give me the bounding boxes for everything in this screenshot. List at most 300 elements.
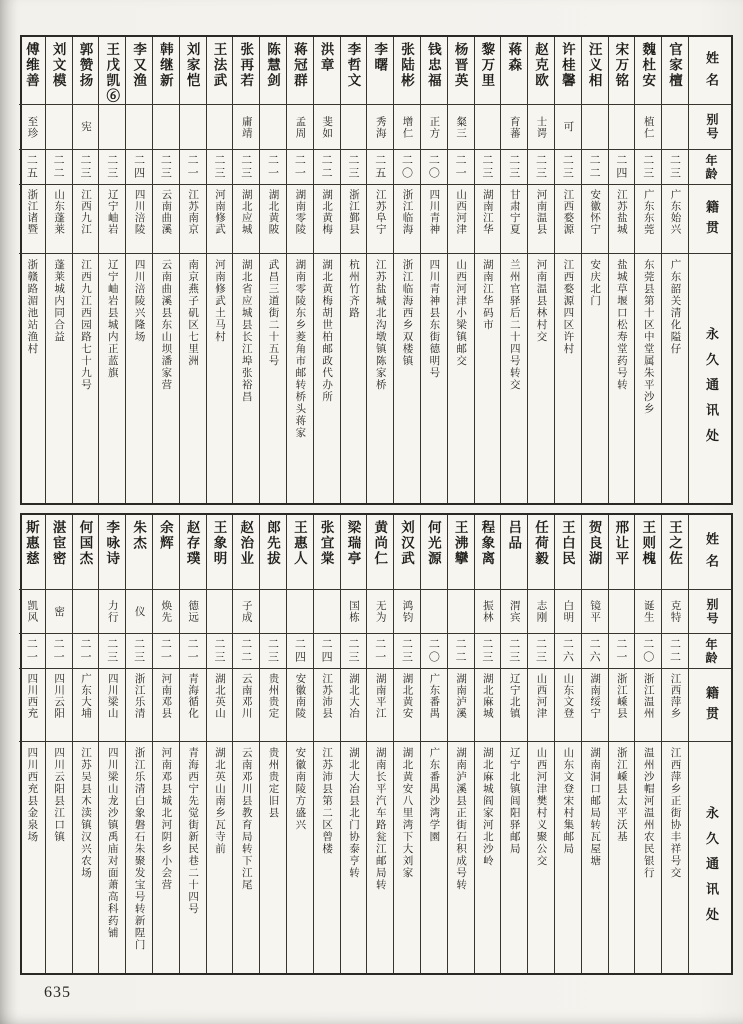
- person-address: 湖南泸溪县正街石积成号转: [455, 747, 467, 891]
- person-column: [287, 515, 314, 973]
- person-age: 二三: [99, 150, 125, 185]
- person-column: [180, 37, 207, 503]
- person-native: 云南邓川: [233, 669, 259, 742]
- person-address: 蓬莱城内同合益: [53, 259, 65, 343]
- person-native: 广东番禺: [421, 669, 447, 742]
- person-column: [609, 515, 636, 973]
- person-age: 二二: [448, 634, 474, 669]
- person-age: 二三: [662, 150, 688, 185]
- row-label-address: 永久通讯处: [704, 327, 719, 454]
- person-column: [528, 37, 555, 503]
- person-alias: [475, 105, 501, 150]
- person-column: [635, 515, 662, 973]
- person-name: 王之佐: [662, 515, 688, 590]
- person-name: 王沸攣: [448, 515, 474, 590]
- person-native: 山东蓬莱: [46, 185, 72, 254]
- person-age: 二一: [448, 150, 474, 185]
- person-column: [528, 515, 555, 973]
- person-native: 四川青神: [421, 185, 447, 254]
- person-native: 江苏南京: [180, 185, 206, 254]
- person-native: 广东东莞: [635, 185, 661, 254]
- person-age: 二一: [73, 634, 99, 669]
- person-column: [555, 515, 582, 973]
- person-name: 邢让平: [609, 515, 635, 590]
- person-column: [421, 515, 448, 973]
- row-label-native: 籍贯: [689, 669, 731, 742]
- person-column: [126, 515, 153, 973]
- person-column: [501, 515, 528, 973]
- person-address: 湖北麻城阎家河北沙岭: [481, 747, 493, 867]
- person-native: 江苏阜宁: [367, 185, 393, 254]
- person-address: 山东文登宋村集邮局: [562, 747, 574, 855]
- person-native: 湖北黄陂: [260, 185, 286, 254]
- person-age: 二三: [501, 634, 527, 669]
- person-alias: [46, 105, 72, 150]
- person-address: 江苏沛县第二区曾楼: [321, 747, 333, 855]
- person-age: 二一: [19, 634, 45, 669]
- person-address: 山西河津小梁镇邮交: [455, 259, 467, 367]
- person-column: [46, 37, 73, 503]
- row-label-name: 姓名: [689, 37, 731, 105]
- person-alias: [448, 590, 474, 634]
- row-label-alias: 别号: [689, 590, 731, 634]
- person-name: 梁瑞亭: [341, 515, 367, 590]
- row-label-column: [689, 515, 731, 973]
- person-name: 赵治业: [233, 515, 259, 590]
- person-native: 山西河津: [448, 185, 474, 254]
- person-alias: 粲三: [448, 105, 474, 150]
- person-alias: 国栋: [341, 590, 367, 634]
- person-address: 湖北英山南乡瓦寺前: [213, 747, 225, 855]
- person-alias: 至珍: [19, 105, 45, 150]
- person-address: 贵州贵定旧县: [267, 747, 279, 819]
- person-address: 四川青神县东街德明号: [428, 259, 440, 379]
- person-name: 刘家恺: [180, 37, 206, 105]
- person-alias: 渭宾: [501, 590, 527, 634]
- person-age: 二三: [394, 634, 420, 669]
- row-label-age: 年龄: [689, 150, 731, 185]
- person-address: 湖南洞口邮局转瓦屋塘: [589, 747, 601, 867]
- person-alias: 志刚: [528, 590, 554, 634]
- person-name: 余辉: [153, 515, 179, 590]
- person-age: 二一: [180, 150, 206, 185]
- person-age: 二三: [233, 150, 259, 185]
- person-address: 浙江嵊县太平沃基: [615, 747, 627, 843]
- person-column: [475, 515, 502, 973]
- person-name: 宋万铭: [609, 37, 635, 105]
- person-age: 二三: [260, 634, 286, 669]
- person-alias: 可: [555, 105, 581, 150]
- person-name: 何光源: [421, 515, 447, 590]
- person-address: 湖北黄安八里湾下大刘家: [401, 747, 413, 879]
- person-age: 二三: [475, 150, 501, 185]
- person-alias: [662, 105, 688, 150]
- person-name: 何国杰: [73, 515, 99, 590]
- person-column: [260, 515, 287, 973]
- person-column: [180, 515, 207, 973]
- person-age: 二四: [609, 150, 635, 185]
- person-column: [233, 37, 260, 503]
- person-native: 浙江诸暨: [19, 185, 45, 254]
- person-native: 安徽南陵: [287, 669, 313, 742]
- person-alias: 力行: [99, 590, 125, 634]
- person-age: 二六: [555, 634, 581, 669]
- person-native: 浙江嵊县: [609, 669, 635, 742]
- person-age: 二三: [99, 634, 125, 669]
- person-alias: [582, 105, 608, 150]
- person-age: 二三: [528, 150, 554, 185]
- person-age: 二一: [260, 150, 286, 185]
- person-column: [314, 515, 341, 973]
- person-column: [207, 515, 234, 973]
- person-native: 河南邓县: [153, 669, 179, 742]
- person-age: 二二: [46, 150, 72, 185]
- person-name: 王则槐: [635, 515, 661, 590]
- person-age: 二四: [287, 634, 313, 669]
- person-address: 江西萍乡正街协丰祥号交: [669, 747, 681, 879]
- person-column: [260, 37, 287, 503]
- person-age: 二一: [287, 150, 313, 185]
- person-address: 江西九江西园路七十九号: [79, 259, 91, 391]
- person-alias: [609, 590, 635, 634]
- person-column: [501, 37, 528, 503]
- person-age: 二五: [367, 150, 393, 185]
- person-native: 江苏沛县: [314, 669, 340, 742]
- person-address: 南京燕子矶区七里洲: [187, 259, 199, 367]
- person-native: 安徽怀宁: [582, 185, 608, 254]
- page-number: 635: [44, 984, 71, 1001]
- person-name: 杨晋英: [448, 37, 474, 105]
- person-address: 四川涪陵兴隆场: [133, 259, 145, 343]
- person-column: [448, 515, 475, 973]
- person-address: 广东韶关清化隘仔: [669, 259, 681, 355]
- person-age: 二〇: [421, 150, 447, 185]
- person-native: 四川云阳: [46, 669, 72, 742]
- person-name: 李哲文: [341, 37, 367, 105]
- person-alias: [260, 590, 286, 634]
- person-column: [287, 37, 314, 503]
- person-address: 江苏吴县木渎镇汉兴农场: [79, 747, 91, 879]
- person-name: 程象离: [475, 515, 501, 590]
- person-native: 江西九江: [73, 185, 99, 254]
- person-address: 辽宁北镇闾阳驿邮局: [508, 747, 520, 855]
- person-native: 湖南平江: [367, 669, 393, 742]
- person-name: 张宜棠: [314, 515, 340, 590]
- person-age: 二〇: [394, 150, 420, 185]
- person-age: 二一: [367, 634, 393, 669]
- person-name: 钱忠福: [421, 37, 447, 105]
- person-native: 广东始兴: [662, 185, 688, 254]
- person-native: 辽宁北镇: [501, 669, 527, 742]
- person-alias: 镜平: [582, 590, 608, 634]
- person-address: 杭州竹齐路: [347, 259, 359, 319]
- person-name: 李曙: [367, 37, 393, 105]
- person-name: 洪章: [314, 37, 340, 105]
- person-address: 盐城草堰口松寿堂药号转: [615, 259, 627, 391]
- person-age: 二二: [582, 150, 608, 185]
- person-column: [73, 37, 100, 503]
- person-native: 贵州贵定: [260, 669, 286, 742]
- person-alias: 斐如: [314, 105, 340, 150]
- person-address: 东莞县第十区中堂属朱平沙乡: [642, 259, 654, 415]
- person-column: [126, 37, 153, 503]
- person-name: 官家檀: [662, 37, 688, 105]
- row-label-column: [689, 37, 731, 503]
- person-alias: 宪: [73, 105, 99, 150]
- person-address: 浙江临海西乡双楼镇: [401, 259, 413, 367]
- person-address: 江西婺源四区许村: [562, 259, 574, 355]
- person-address: 辽宁岫岩县城内正蓝旗: [106, 259, 118, 379]
- person-age: 二三: [341, 150, 367, 185]
- person-address: 安徽南陵方盛兴: [294, 747, 306, 831]
- person-native: 湖南泸溪: [448, 669, 474, 742]
- person-native: 四川西充: [19, 669, 45, 742]
- row-label-alias: 别号: [689, 105, 731, 150]
- person-address: 河南温县林村交: [535, 259, 547, 343]
- person-alias: [153, 105, 179, 150]
- person-age: 二三: [555, 150, 581, 185]
- person-age: 二三: [528, 634, 554, 669]
- person-native: 河南温县: [528, 185, 554, 254]
- person-name: 黄尚仁: [367, 515, 393, 590]
- person-name: 魏杜安: [635, 37, 661, 105]
- person-column: [555, 37, 582, 503]
- person-column: [314, 37, 341, 503]
- person-name: 贺良湖: [582, 515, 608, 590]
- person-alias: 育蕃: [501, 105, 527, 150]
- person-name: 吕品: [501, 515, 527, 590]
- person-address: 青海西宁先觉街新民巷二十四号: [187, 747, 199, 915]
- person-native: 湖北大冶: [341, 669, 367, 742]
- person-name: 傅维善: [19, 37, 45, 105]
- person-alias: 增仁: [394, 105, 420, 150]
- person-age: 二〇: [421, 634, 447, 669]
- person-native: 四川涪陵: [126, 185, 152, 254]
- row-label-address: 永久通讯处: [704, 806, 719, 933]
- person-age: 二三: [73, 150, 99, 185]
- row-label-age: 年龄: [689, 634, 731, 669]
- person-alias: 诞生: [635, 590, 661, 634]
- person-alias: [341, 105, 367, 150]
- person-name: 张陆彬: [394, 37, 420, 105]
- person-alias: 白明: [555, 590, 581, 634]
- person-column: [19, 515, 46, 973]
- person-column: [99, 37, 126, 503]
- person-alias: [260, 105, 286, 150]
- person-native: 湖南绥宁: [582, 669, 608, 742]
- person-column: [46, 515, 73, 973]
- person-native: 江西萍乡: [662, 669, 688, 742]
- person-alias: [207, 590, 233, 634]
- person-name: 刘汉武: [394, 515, 420, 590]
- person-column: [394, 515, 421, 973]
- person-name: 湛宦密: [46, 515, 72, 590]
- person-native: 浙江温州: [635, 669, 661, 742]
- person-native: 湖南江华: [475, 185, 501, 254]
- person-age: 二二: [314, 150, 340, 185]
- person-column: [582, 515, 609, 973]
- person-column: [341, 37, 368, 503]
- person-address: 湖北省应城县长江埠张裕昌: [240, 259, 252, 403]
- person-column: [99, 515, 126, 973]
- person-native: 青海循化: [180, 669, 206, 742]
- person-address: 浙江乐清白象磐石朱聚发宝号转新陧门: [133, 747, 145, 951]
- person-column: [233, 515, 260, 973]
- person-address: 江苏盐城北沟墩镇陈家桥: [374, 259, 386, 391]
- person-native: 辽宁岫岩: [99, 185, 125, 254]
- person-address: 山西河津樊村义聚公交: [535, 747, 547, 867]
- person-column: [19, 37, 46, 503]
- person-native: 山西河津: [528, 669, 554, 742]
- person-address: 安庆北门: [589, 259, 601, 307]
- registry-table-top: [20, 35, 733, 505]
- person-alias: [126, 105, 152, 150]
- person-alias: [421, 590, 447, 634]
- person-address: 云南曲溪县东山坝潘家营: [160, 259, 172, 391]
- person-alias: 鸿钧: [394, 590, 420, 634]
- person-column: [475, 37, 502, 503]
- row-label-native: 籍贯: [689, 185, 731, 254]
- person-column: [662, 515, 689, 973]
- person-column: [662, 37, 689, 503]
- person-name: 王法武: [207, 37, 233, 105]
- person-column: [609, 37, 636, 503]
- person-alias: [609, 105, 635, 150]
- person-address: 四川云阳县江口镇: [53, 747, 65, 843]
- person-alias: 德远: [180, 590, 206, 634]
- person-name: 汪义相: [582, 37, 608, 105]
- person-name: 王戊凯⑥: [99, 37, 125, 105]
- person-alias: 秀海: [367, 105, 393, 150]
- person-native: 江西婺源: [555, 185, 581, 254]
- person-alias: 焕先: [153, 590, 179, 634]
- person-name: 蒋森: [501, 37, 527, 105]
- person-alias: 子成: [233, 590, 259, 634]
- person-column: [341, 515, 368, 973]
- person-alias: 孟周: [287, 105, 313, 150]
- person-age: 二六: [582, 634, 608, 669]
- person-address: 温州沙帽河温州农民银行: [642, 747, 654, 879]
- person-age: 二一: [609, 634, 635, 669]
- person-address: 武昌三道街二十五号: [267, 259, 279, 367]
- person-native: 甘肃宁夏: [501, 185, 527, 254]
- person-native: 浙江乐清: [126, 669, 152, 742]
- person-address: 湖南零陵东乡菱角市邮转桥头蒋家: [294, 259, 306, 439]
- person-native: 四川梁山: [99, 669, 125, 742]
- person-name: 王象明: [207, 515, 233, 590]
- person-address: 四川西充县金泉场: [26, 747, 38, 843]
- person-address: 湖北黄梅胡世柏邮政代办所: [321, 259, 333, 403]
- person-alias: 仪: [126, 590, 152, 634]
- person-alias: 克特: [662, 590, 688, 634]
- person-alias: 庸靖: [233, 105, 259, 150]
- person-name: 郎先拔: [260, 515, 286, 590]
- person-address: 云南邓川县教育局转下江尾: [240, 747, 252, 891]
- person-name: 韩继新: [153, 37, 179, 105]
- person-name: 张再若: [233, 37, 259, 105]
- person-name: 郭赞扬: [73, 37, 99, 105]
- person-address: 浙赣路湄池站渔村: [26, 259, 38, 355]
- person-address: 兰州官驿后二十四号转交: [508, 259, 520, 391]
- person-alias: 密: [46, 590, 72, 634]
- person-name: 陈慧剑: [260, 37, 286, 105]
- person-name: 王惠人: [287, 515, 313, 590]
- person-name: 黎万里: [475, 37, 501, 105]
- person-column: [394, 37, 421, 503]
- person-column: [635, 37, 662, 503]
- person-age: 二三: [207, 634, 233, 669]
- person-age: 二一: [46, 634, 72, 669]
- person-age: 二〇: [635, 634, 661, 669]
- person-name: 赵存璞: [180, 515, 206, 590]
- person-name: 王白民: [555, 515, 581, 590]
- person-alias: [73, 590, 99, 634]
- person-native: 湖北黄梅: [314, 185, 340, 254]
- person-alias: 振林: [475, 590, 501, 634]
- person-column: [153, 515, 180, 973]
- person-name: 许桂馨: [555, 37, 581, 105]
- person-column: [582, 37, 609, 503]
- person-native: 江苏盐城: [609, 185, 635, 254]
- person-native: 湖北应城: [233, 185, 259, 254]
- person-address: 河南邓县城北河阴乡小会营: [160, 747, 172, 891]
- person-address: 河南修武土马村: [213, 259, 225, 343]
- person-name: 蒋冠群: [287, 37, 313, 105]
- person-native: 山东文登: [555, 669, 581, 742]
- person-alias: 凯风: [19, 590, 45, 634]
- person-age: 二三: [501, 150, 527, 185]
- person-column: [448, 37, 475, 503]
- person-alias: [314, 590, 340, 634]
- person-native: 湖北黄安: [394, 669, 420, 742]
- person-age: 二三: [153, 150, 179, 185]
- person-column: [73, 515, 100, 973]
- person-column: [153, 37, 180, 503]
- person-alias: 士谔: [528, 105, 554, 150]
- person-name: 任荷毅: [528, 515, 554, 590]
- person-native: 湖南零陵: [287, 185, 313, 254]
- person-name: 朱杰: [126, 515, 152, 590]
- person-age: 二四: [126, 150, 152, 185]
- person-age: 二四: [314, 634, 340, 669]
- person-address: 湖南江华码市: [481, 259, 493, 331]
- person-alias: 正方: [421, 105, 447, 150]
- person-alias: [207, 105, 233, 150]
- person-age: 二二: [233, 634, 259, 669]
- person-column: [367, 37, 394, 503]
- person-native: 云南曲溪: [153, 185, 179, 254]
- person-name: 刘文模: [46, 37, 72, 105]
- person-age: 二一: [180, 634, 206, 669]
- person-native: 湖北英山: [207, 669, 233, 742]
- person-age: 二三: [126, 634, 152, 669]
- person-native: 河南修武: [207, 185, 233, 254]
- row-label-name: 姓名: [689, 515, 731, 590]
- person-age: 二三: [635, 150, 661, 185]
- person-alias: 无为: [367, 590, 393, 634]
- person-native: 广东大埔: [73, 669, 99, 742]
- person-column: [367, 515, 394, 973]
- person-alias: [180, 105, 206, 150]
- person-age: 二一: [153, 634, 179, 669]
- person-alias: 植仁: [635, 105, 661, 150]
- person-alias: [287, 590, 313, 634]
- person-name: 李又渔: [126, 37, 152, 105]
- person-native: 浙江鄞县: [341, 185, 367, 254]
- person-age: 二三: [341, 634, 367, 669]
- person-column: [207, 37, 234, 503]
- person-name: 赵克欧: [528, 37, 554, 105]
